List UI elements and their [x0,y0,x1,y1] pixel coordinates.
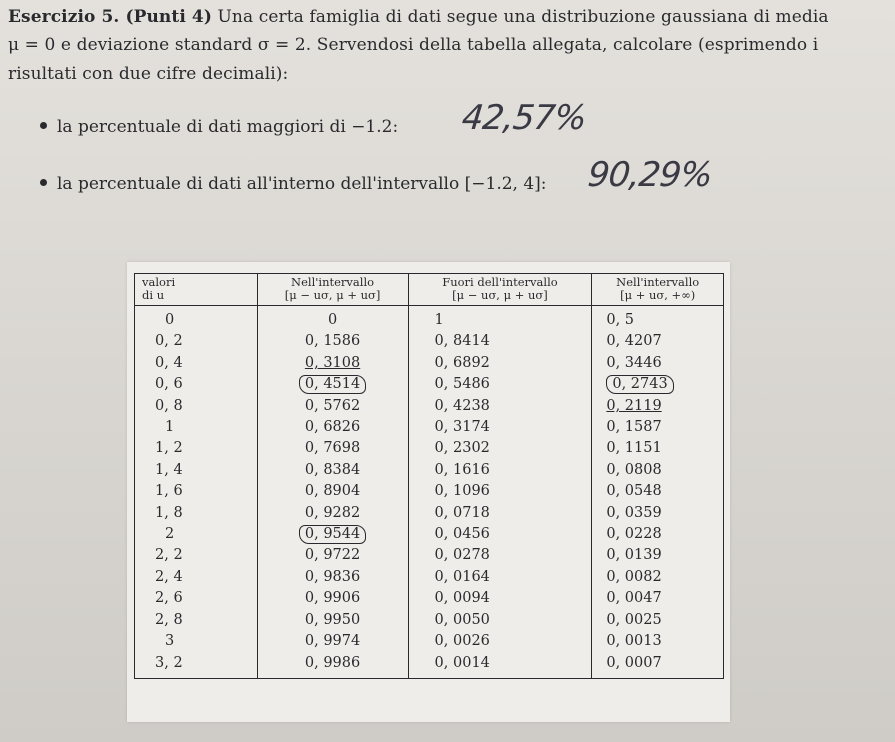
cell-outside [408,503,592,524]
header-u-values: valori di u [135,274,258,306]
question-1 [40,116,398,138]
cell-text: 0, 9986 [304,654,361,671]
cell-text: 0, 8384 [304,461,361,478]
cell-inside [257,353,408,374]
cell-u-value [135,396,258,417]
cell-outside [408,353,592,374]
table-row [135,588,724,609]
cell-inside [257,631,408,652]
cell-outside [408,524,592,545]
cell-text: 0, 0164 [434,568,490,585]
cell-text: 0, 9282 [304,504,361,521]
cell-inside [257,653,408,679]
table-row [135,631,724,652]
cell-upper-tail [592,481,724,502]
cell-outside [408,331,592,352]
cell-text: 0, 9836 [304,568,361,585]
cell-text: 2 [165,526,175,543]
cell-text: 1, 8 [155,504,183,521]
gaussian-table-sheet [127,262,730,722]
cell-text: 2, 6 [155,590,183,607]
table-body [135,306,724,679]
cell-upper-tail [592,653,724,679]
cell-text: 0, 2302 [434,440,490,457]
cell-text: 0, 0228 [606,526,662,543]
cell-text: 0, 9974 [304,633,361,650]
cell-text: 0, 0456 [434,526,490,543]
question-1-text: la percentuale di dati maggiori di −1.2: [57,117,399,137]
cell-outside [408,417,592,438]
header-outside-interval: Fuori dell'intervallo [μ − uσ, μ + uσ] [408,274,592,306]
cell-inside [257,417,408,438]
cell-text: 0, 8414 [434,333,490,350]
cell-text: 0, 9950 [304,611,361,628]
cell-text: 0, 7698 [304,440,361,457]
cell-outside [408,610,592,631]
cell-text: 0, 0808 [606,461,662,478]
table-row [135,417,724,438]
cell-outside [408,631,592,652]
table-row [135,610,724,631]
circled-value: 0, 9544 [299,525,366,544]
cell-text: 1, 6 [155,483,183,500]
cell-text: 1, 2 [155,440,183,457]
table-row [135,396,724,417]
cell-u-value [135,503,258,524]
cell-u-value [135,460,258,481]
cell-upper-tail [592,417,724,438]
cell-text: 0, 1151 [606,440,662,457]
cell-text: 0, 4238 [434,397,490,414]
cell-text: 1, 4 [155,461,183,478]
cell-u-value [135,331,258,352]
cell-upper-tail [592,545,724,566]
cell-outside [408,396,592,417]
cell-text: 0, 0047 [606,590,662,607]
bullet-icon [40,179,47,186]
cell-u-value [135,306,258,332]
cell-text: 0, 5486 [434,376,490,393]
gaussian-table [134,273,724,679]
cell-upper-tail [592,396,724,417]
cell-inside [257,545,408,566]
cell-u-value [135,545,258,566]
cell-upper-tail [592,306,724,332]
cell-outside [408,653,592,679]
exercise-title: Esercizio 5. (Punti 4) [8,7,212,27]
cell-upper-tail [592,588,724,609]
cell-text: 0, 1587 [606,419,662,436]
cell-outside [408,438,592,459]
underlined-value: 0, 3108 [304,354,361,371]
cell-text: 0, 0014 [434,654,490,671]
cell-u-value [135,631,258,652]
cell-text: 0, 1586 [304,333,361,350]
cell-upper-tail [592,524,724,545]
cell-text: 0, 0082 [606,568,662,585]
circled-value: 0, 2743 [606,375,673,394]
question-1-answer: 42,57% [459,98,588,138]
cell-upper-tail [592,331,724,352]
cell-upper-tail [592,567,724,588]
cell-inside [257,306,408,332]
cell-text: 0, 0548 [606,483,662,500]
cell-text: 3, 2 [155,654,183,671]
cell-upper-tail [592,374,724,395]
cell-u-value [135,588,258,609]
cell-inside [257,481,408,502]
cell-inside [257,396,408,417]
table-row [135,503,724,524]
cell-outside [408,545,592,566]
cell-text: 1 [165,419,175,436]
cell-text: 0, 5 [606,312,635,328]
question-2-text: la percentuale di dati all'interno dell'intervallo [−1.2, 4]: [57,174,547,194]
cell-text: 0, 3446 [606,354,662,371]
cell-text: 0 [327,312,338,328]
table-row [135,460,724,481]
cell-u-value [135,524,258,545]
cell-text: 2, 2 [155,547,183,564]
cell-upper-tail [592,353,724,374]
table-row [135,306,724,332]
cell-outside [408,306,592,332]
cell-inside [257,331,408,352]
cell-text: 2, 8 [155,611,183,628]
cell-outside [408,481,592,502]
cell-inside [257,524,408,545]
table-row [135,353,724,374]
header-inside-interval: Nell'intervallo [μ − uσ, μ + uσ] [257,274,408,306]
cell-outside [408,374,592,395]
cell-upper-tail [592,503,724,524]
table-header-row [135,274,724,306]
cell-u-value [135,417,258,438]
cell-outside [408,567,592,588]
exercise-intro-3: risultati con due cifre decimali): [8,64,289,84]
circled-value: 0, 4514 [299,375,366,394]
cell-text: 0, 0139 [606,547,662,564]
cell-text: 0, 0025 [606,611,662,628]
cell-outside [408,460,592,481]
cell-u-value [135,653,258,679]
table-row [135,545,724,566]
cell-text: 0, 8 [155,397,183,414]
cell-text: 2, 4 [155,568,183,585]
cell-text: 0, 0013 [606,633,662,650]
cell-inside [257,588,408,609]
cell-u-value [135,567,258,588]
question-2-answer: 90,29% [585,155,714,195]
table-row [135,331,724,352]
exercise-title-line [8,6,829,28]
cell-text: 0, 2 [155,333,183,350]
cell-u-value [135,374,258,395]
exercise-intro-2: μ = 0 e deviazione standard σ = 2. Servendosi della tabella allegata, calcolare (esprimendo i [8,35,819,55]
cell-upper-tail [592,610,724,631]
cell-text: 0, 4207 [606,333,662,350]
cell-text: 0 [165,312,175,328]
cell-text: 0, 8904 [304,483,361,500]
cell-text: 0, 0718 [434,504,490,521]
cell-text: 0, 6826 [304,419,361,436]
cell-u-value [135,610,258,631]
bullet-icon [40,122,47,129]
cell-text: 0, 6 [155,376,183,393]
cell-upper-tail [592,631,724,652]
cell-text: 0, 0050 [434,611,490,628]
cell-text: 3 [165,633,175,650]
cell-inside [257,374,408,395]
cell-text: 0, 3174 [434,419,490,436]
cell-text: 0, 0007 [606,654,662,671]
cell-text: 0, 6892 [434,354,490,371]
cell-text: 0, 0278 [434,547,490,564]
cell-text: 0, 0026 [434,633,490,650]
question-2 [40,173,547,195]
exercise-intro-1: Una certa famiglia di dati segue una distribuzione gaussiana di media [212,7,829,27]
cell-upper-tail [592,438,724,459]
cell-text: 0, 9722 [304,547,361,564]
cell-text: 0, 9906 [304,590,361,607]
cell-inside [257,503,408,524]
table-row [135,653,724,679]
cell-text: 0, 4 [155,354,183,371]
table-row [135,567,724,588]
cell-outside [408,588,592,609]
cell-text: 0, 0359 [606,504,662,521]
cell-text: 0, 1096 [434,483,490,500]
underlined-value: 0, 2119 [606,397,662,414]
cell-inside [257,567,408,588]
cell-u-value [135,353,258,374]
cell-text: 0, 5762 [304,397,361,414]
cell-u-value [135,438,258,459]
header-upper-tail: Nell'intervallo [μ + uσ, +∞) [592,274,724,306]
cell-text: 1 [434,312,444,328]
table-row [135,438,724,459]
table-row [135,481,724,502]
cell-text: 0, 1616 [434,461,490,478]
cell-text: 0, 0094 [434,590,490,607]
table-row [135,374,724,395]
cell-inside [257,438,408,459]
table-row [135,524,724,545]
cell-inside [257,610,408,631]
cell-inside [257,460,408,481]
cell-upper-tail [592,460,724,481]
cell-u-value [135,481,258,502]
